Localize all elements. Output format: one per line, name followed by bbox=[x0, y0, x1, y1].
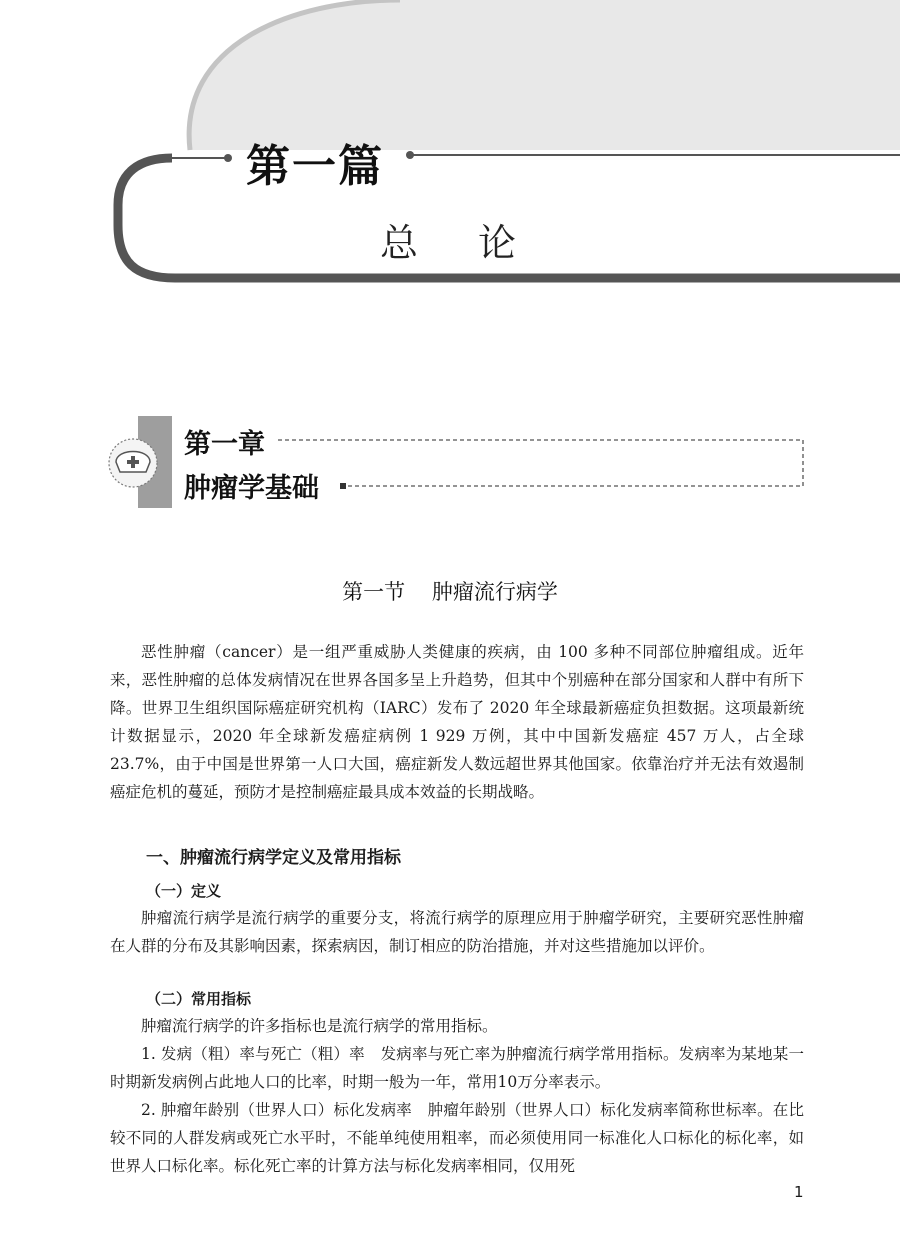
banner-dot-left bbox=[224, 154, 232, 162]
nurse-cap-icon bbox=[109, 439, 157, 487]
banner-dot-right bbox=[406, 151, 414, 159]
chapter-dashed-frame bbox=[278, 440, 803, 486]
page-number: 1 bbox=[794, 1183, 804, 1201]
chapter-square-marker bbox=[340, 483, 346, 489]
section-title: 肿瘤流行病学 bbox=[431, 580, 558, 604]
item2-paragraph: 2. 肿瘤年龄别（世界人口）标化发病率 肿瘤年龄别（世界人口）标化发病率简称世标率。在比较不同的人群发病或死亡水平时，不能单纯使用粗率，而必须使用同一标准化人口标化的标化率，如世界人口标化率。标化死亡率的计算方法与标化发病率相同，仅用死 bbox=[110, 1101, 804, 1175]
item1-paragraph: 1. 发病（粗）率与死亡（粗）率 发病率与死亡率为肿瘤流行病学常用指标。发病率为某地某一时期新发病例占此地人口的比率，时期一般为一年，常用10万分率表示。 bbox=[110, 1045, 804, 1091]
definition-paragraph: 肿瘤流行病学是流行病学的重要分支，将流行病学的原理应用于肿瘤学研究，主要研究恶性肿瘤在人群的分布及其影响因素，探索病因，制订相应的防治措施，并对这些措施加以评价。 bbox=[110, 909, 804, 955]
intro-paragraph: 恶性肿瘤（cancer）是一组严重威胁人类健康的疾病，由 100 多种不同部位肿瘤组成。近年来，恶性肿瘤的总体发病情况在世界各国多呈上升趋势，但其中个别癌种在部分国家和人群中有所下降。世界卫生组织国际癌症研究机构（IARC）发布了 2020 年全球最新癌症负担数据。这项最新统计数据显示，2020 年全球新发癌症病例 1 929 万例，其中中国新发癌症 457 万人，占全球 23.7%，由于中国是世界第一人口大国，癌症新发人数远超世界其他国家。依靠治疗并无法有效遏制癌症危机的蔓延，预防才是控制癌症最具成本效益的长期战略。 bbox=[110, 643, 804, 801]
part-subtitle: 总论 bbox=[380, 221, 577, 265]
chapter-title: 肿瘤学基础 bbox=[184, 473, 319, 504]
indices-intro-paragraph: 肿瘤流行病学的许多指标也是流行病学的常用指标。 bbox=[141, 1017, 498, 1035]
heading-level1: 一、肿瘤流行病学定义及常用指标 bbox=[146, 848, 401, 868]
heading-definition: （一）定义 bbox=[146, 882, 222, 900]
banner-arc bbox=[189, 0, 900, 150]
part-title: 第一篇 bbox=[246, 141, 384, 192]
section-number: 第一节 bbox=[342, 580, 406, 604]
heading-indices: （二）常用指标 bbox=[146, 990, 252, 1008]
chapter-number: 第一章 bbox=[184, 429, 265, 460]
section-heading bbox=[0, 576, 900, 606]
